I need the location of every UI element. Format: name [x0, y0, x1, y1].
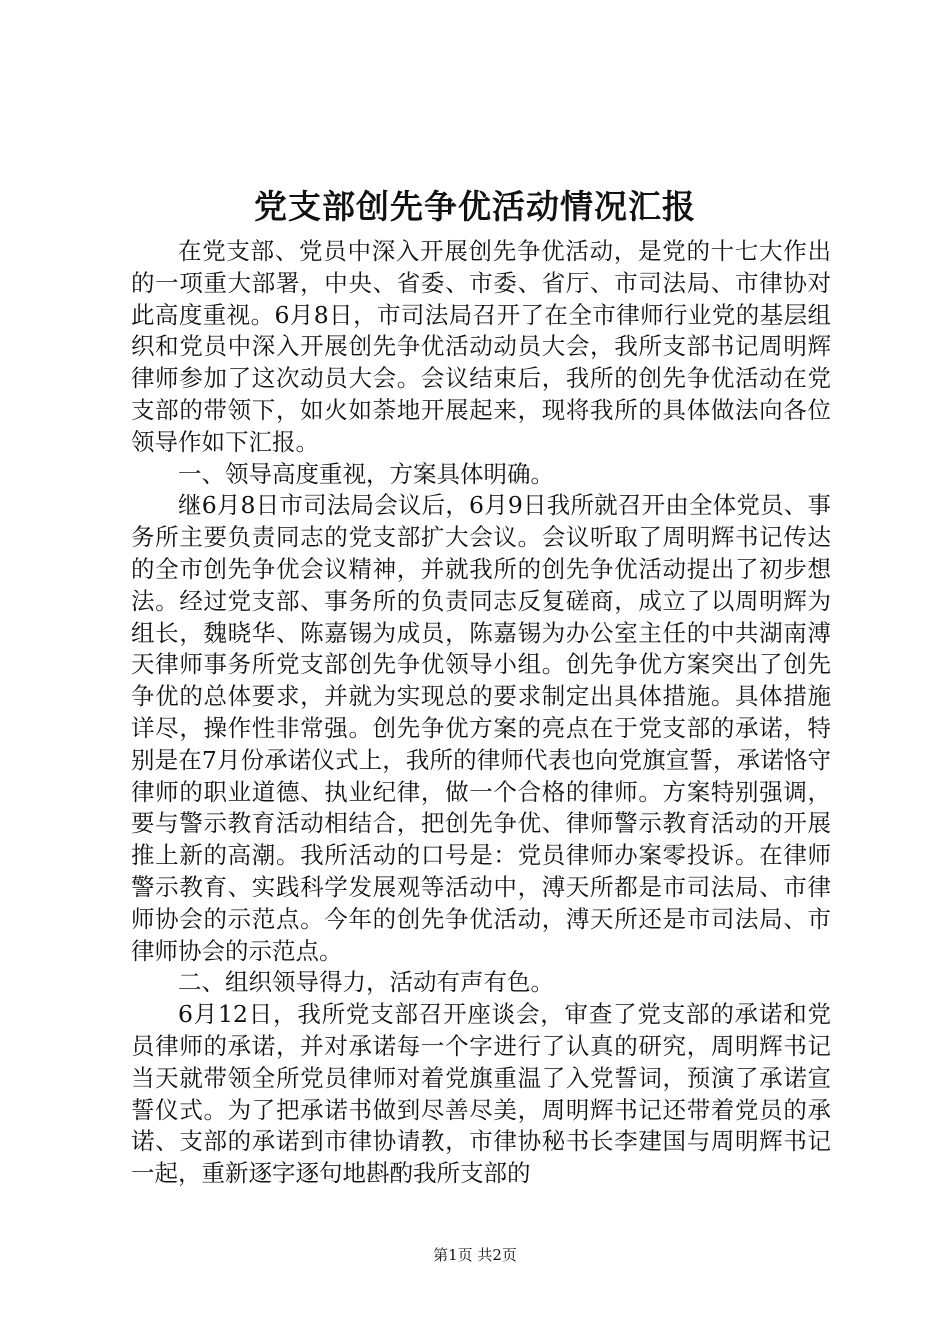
paragraph-intro: 在党支部、党员中深入开展创先争优活动，是党的十七大作出的一项重大部署，中央、省委、市委、省厅、市司法局、市律协对此高度重视。6月8日，市司法局召开了在全市律师行业党的基层组织和党员中深入开展创先争优活动动员大会，我所支部书记周明辉律师参加了这次动员大会。会议结束后，我所的创先争优活动在党支部的带领下，如火如荼地开展起来，现将我所的具体做法向各位领导作如下汇报。	[131, 237, 831, 456]
document-title: 党支部创先争优活动情况汇报	[254, 187, 696, 226]
paragraph-section-1: 继6月8日市司法局会议后，6月9日我所就召开由全体党员、事务所主要负责同志的党支部扩大会议。会议听取了周明辉书记传达的全市创先争优会议精神，并就我所的创先争优活动提出了初步想法。经过党支部、事务所的负责同志反复磋商，成立了以周明辉为组长，魏晓华、陈嘉锡为成员，陈嘉锡为办公室主任的中共湖南溥天律师事务所党支部创先争优领导小组。创先争优方案突出了创先争优的总体要求，并就为实现总的要求制定出具体措施。具体措施详尽，操作性非常强。创先争优方案的亮点在于党支部的承诺，特别是在7月份承诺仪式上，我所的律师代表也向党旗宣誓，承诺恪守律师的职业道德、执业纪律，做一个合格的律师。方案特别强调，要与警示教育活动相结合，把创先争优、律师警示教育活动的开展推上新的高潮。我所活动的口号是：党员律师办案零投诉。在律师警示教育、实践科学发展观等活动中，溥天所都是市司法局、市律师协会的示范点。今年的创先争优活动，溥天所还是市司法局、市律师协会的示范点。	[131, 491, 831, 965]
document-body	[131, 236, 831, 1190]
section-heading-2: 二、组织领导得力，活动有声有色。	[178, 968, 554, 997]
section-heading-1: 一、领导高度重视，方案具体明确。	[178, 459, 554, 488]
page-number-footer: 第1页 共2页	[433, 1246, 517, 1264]
paragraph-section-2: 6月12日，我所党支部召开座谈会，审查了党支部的承诺和党员律师的承诺，并对承诺每一个字进行了认真的研究，周明辉书记当天就带领全所党员律师对着党旗重温了入党誓词，预演了承诺宣誓仪式。为了把承诺书做到尽善尽美，周明辉书记还带着党员的承诺、支部的承诺到市律协请教，市律协秘书长李建国与周明辉书记一起，重新逐字逐句地斟酌我所支部的	[131, 1000, 831, 1188]
